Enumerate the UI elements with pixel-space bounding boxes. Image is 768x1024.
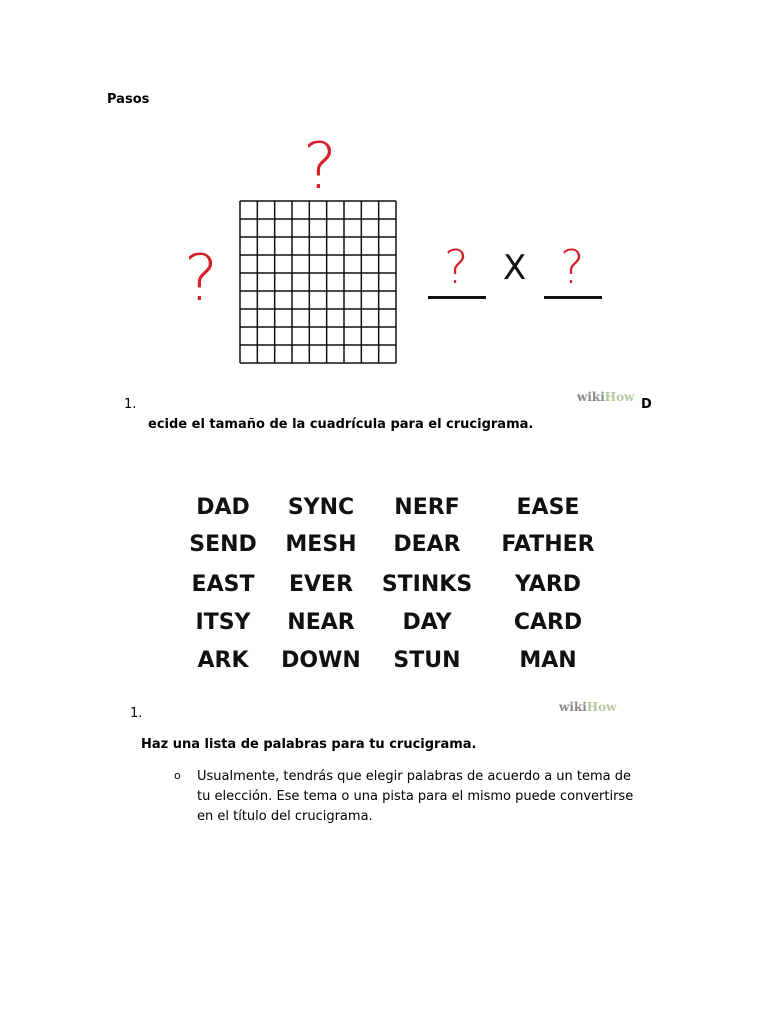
bullet-line: tu elección. Ese tema o una pista para el mismo puede convertirse [197,789,634,804]
times-sign: X [503,248,527,288]
word-item: EASE [516,495,580,520]
word-item: ARK [197,648,249,673]
bullet-line: en el título del crucigrama. [197,809,373,824]
word-item: DAD [196,495,250,520]
word-item: MAN [519,648,577,673]
question-mark-top: ? [303,130,337,204]
word-item: NEAR [287,610,355,635]
question-mark-height: ? [560,240,585,294]
blank-line-height [544,296,602,299]
question-mark-width: ? [444,240,469,294]
bullet-marker: o [174,769,181,782]
word-item: MESH [285,532,357,557]
blank-line-width [428,296,486,299]
grid-size-illustration [170,130,610,370]
question-mark-left: ? [184,242,218,316]
bullet-line: Usualmente, tendrás que elegir palabras de acuerdo a un tema de [197,769,632,784]
word-item: EAST [191,572,255,597]
crossword-grid [239,200,397,364]
step-number: 1. [124,397,137,412]
word-item: DEAR [393,532,461,557]
step-description: ecide el tamaño de la cuadrícula para el crucigrama. [148,417,534,432]
word-item: EVER [288,572,354,597]
word-item: DAY [402,610,452,635]
step-description: Haz una lista de palabras para tu crucigrama. [141,737,477,752]
bullet-text [197,767,677,827]
word-list-illustration [168,490,608,680]
page-heading: Pasos [107,92,150,107]
wikihow-watermark: wikiHow [577,390,635,404]
word-item: STUN [393,648,461,673]
word-item: NERF [394,495,460,520]
step-number: 1. [130,706,143,721]
word-item: STINKS [381,572,473,597]
wikihow-watermark: wikiHow [559,700,617,714]
word-item: DOWN [281,648,361,673]
word-item: FATHER [501,532,595,557]
step-first-letter: D [641,397,652,412]
word-item: ITSY [195,610,251,635]
word-item: SYNC [287,495,355,520]
word-item: YARD [514,572,582,597]
word-item: CARD [513,610,583,635]
word-item: SEND [189,532,257,557]
